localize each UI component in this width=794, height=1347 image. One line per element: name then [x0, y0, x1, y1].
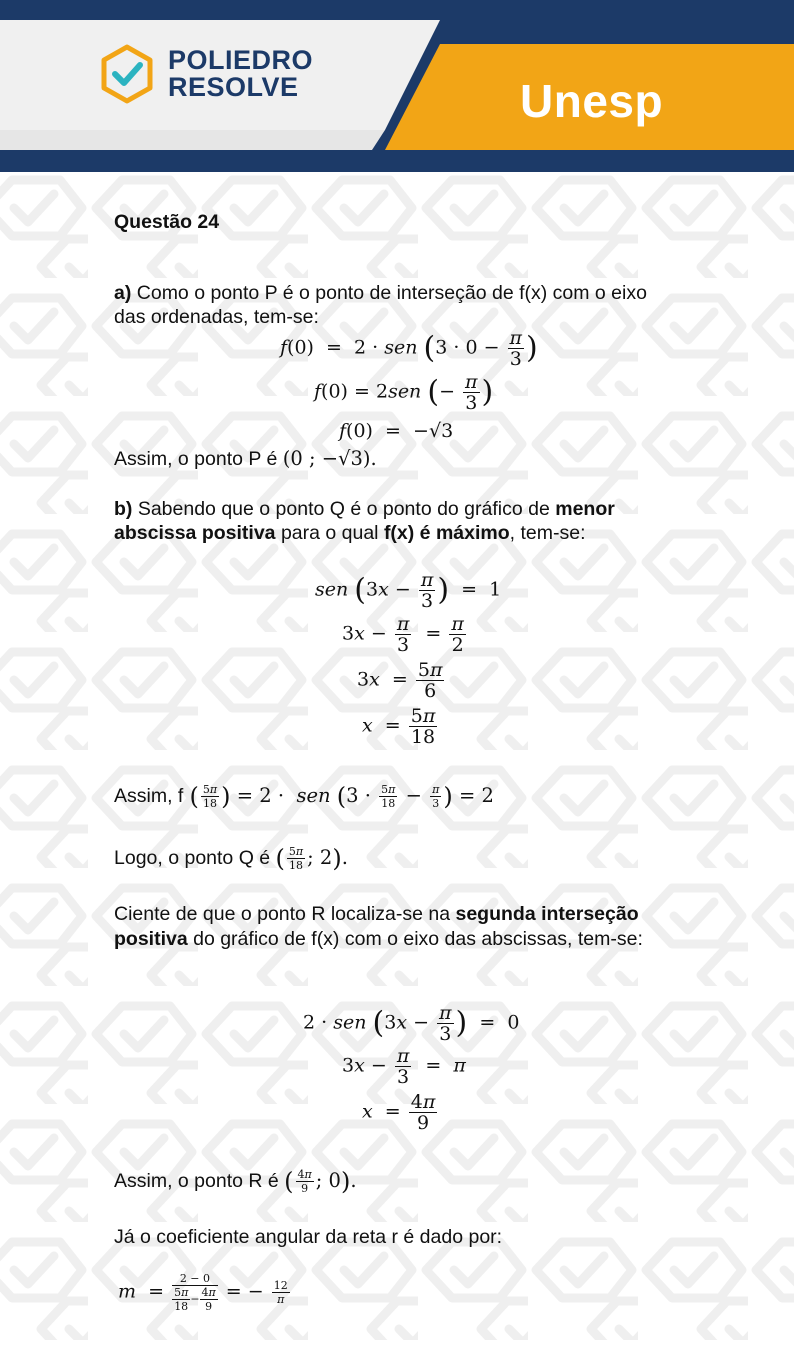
part-a-intro-1: Como o ponto P é o ponto de interseção de f(x) com o eixo [136, 282, 647, 304]
part-b-s1-pre: Sabendo que o ponto Q é o ponto do gráfico de [137, 498, 550, 520]
equation-b-1: sen (3x − $\frac{\pi}{3}$ ) = 1 [315, 569, 502, 612]
part-a-label: a) [114, 282, 132, 304]
part-b-intro-line-2 [114, 521, 586, 545]
equation-r-1: 2 · sen (3x − $\frac{\pi}{3}$ ) = 0 [303, 1002, 520, 1045]
part-b-r-line-2 [114, 927, 643, 951]
equation-b-3: 3x = $\frac{5\pi}{6}$ [357, 659, 443, 702]
part-b-s2-bold1: abscissa positiva [114, 522, 276, 544]
equation-a-3: f(0) = −√3 [339, 420, 454, 442]
r2-post: do gráfico de f(x) com o eixo das abscissas, tem-se: [193, 928, 643, 950]
part-b-s2-bold2: f(x) é máximo [383, 522, 510, 544]
part-b-s1-bold: menor [555, 498, 615, 520]
university-name: Unesp [520, 75, 664, 127]
equation-slope: m = 2 − 0 $\frac{5\pi}{18}$ − $\frac{4\pi}{9}$ = − $\frac{12}{\pi}$ [118, 1272, 288, 1313]
part-a-conclusion-text: Assim, o ponto P é [114, 448, 278, 470]
logo-text: Logo, o ponto Q é [114, 847, 271, 869]
equation-a-2: f(0) = 2sen (− $\frac{\pi}{3}$ ) [314, 371, 494, 414]
check-shield-icon [100, 44, 154, 104]
question-title: Questão 24 [114, 211, 220, 233]
r2-bold: positiva [114, 928, 188, 950]
brand-logo [100, 44, 313, 104]
part-b-s2-post: , tem-se: [509, 522, 586, 544]
part-a-conclusion [114, 447, 377, 471]
assim-r-text: Assim, o ponto R é [114, 1170, 279, 1192]
point-p: (0 ; −√3). [282, 447, 377, 470]
assim-f-text: Assim, f [114, 785, 184, 807]
part-b-logo: Logo, o ponto Q é ( $\frac{5\pi}{18}$ ; 2). [114, 844, 348, 873]
equation-a-1: f(0) = 2 · sen (3 · 0 − $\frac{\pi}{3}$ ) [280, 327, 538, 370]
part-b-label: b) [114, 498, 133, 520]
part-b-coef: Já o coeficiente angular da reta r é dado por: [114, 1226, 503, 1248]
part-b-intro-line-1 [114, 497, 681, 521]
part-b-r-line-1 [114, 902, 639, 926]
equation-b-4: x = $\frac{5\pi}{18}$ [362, 705, 436, 748]
r1-bold: segunda interseção [455, 903, 639, 925]
part-a-intro-line-1 [114, 281, 681, 305]
part-b-assim-f: Assim, f ( $\frac{5\pi}{18}$ ) = 2 · sen (3 · $\frac{5\pi}{18}$ − $\frac{\pi}{3}$ ) = 2 [114, 782, 494, 811]
part-b-assim-r: Assim, o ponto R é ( $\frac{4\pi}{9}$ ; 0). [114, 1167, 357, 1196]
part-b-s2-mid: para o qual [280, 522, 379, 544]
r1-pre: Ciente de que o ponto R localiza-se na [114, 903, 451, 925]
equation-b-2: 3x − $\frac{\pi}{3}$ = $\frac{\pi}{2}$ [342, 613, 464, 656]
brand-line-2: RESOLVE [168, 72, 299, 102]
part-a-intro-2: das ordenadas, tem-se: [114, 306, 319, 328]
equation-r-2: 3x − $\frac{\pi}{3}$ = π [342, 1045, 466, 1088]
brand-line-1: POLIEDRO [168, 45, 314, 75]
equation-r-3: x = $\frac{4\pi}{9}$ [362, 1091, 436, 1134]
